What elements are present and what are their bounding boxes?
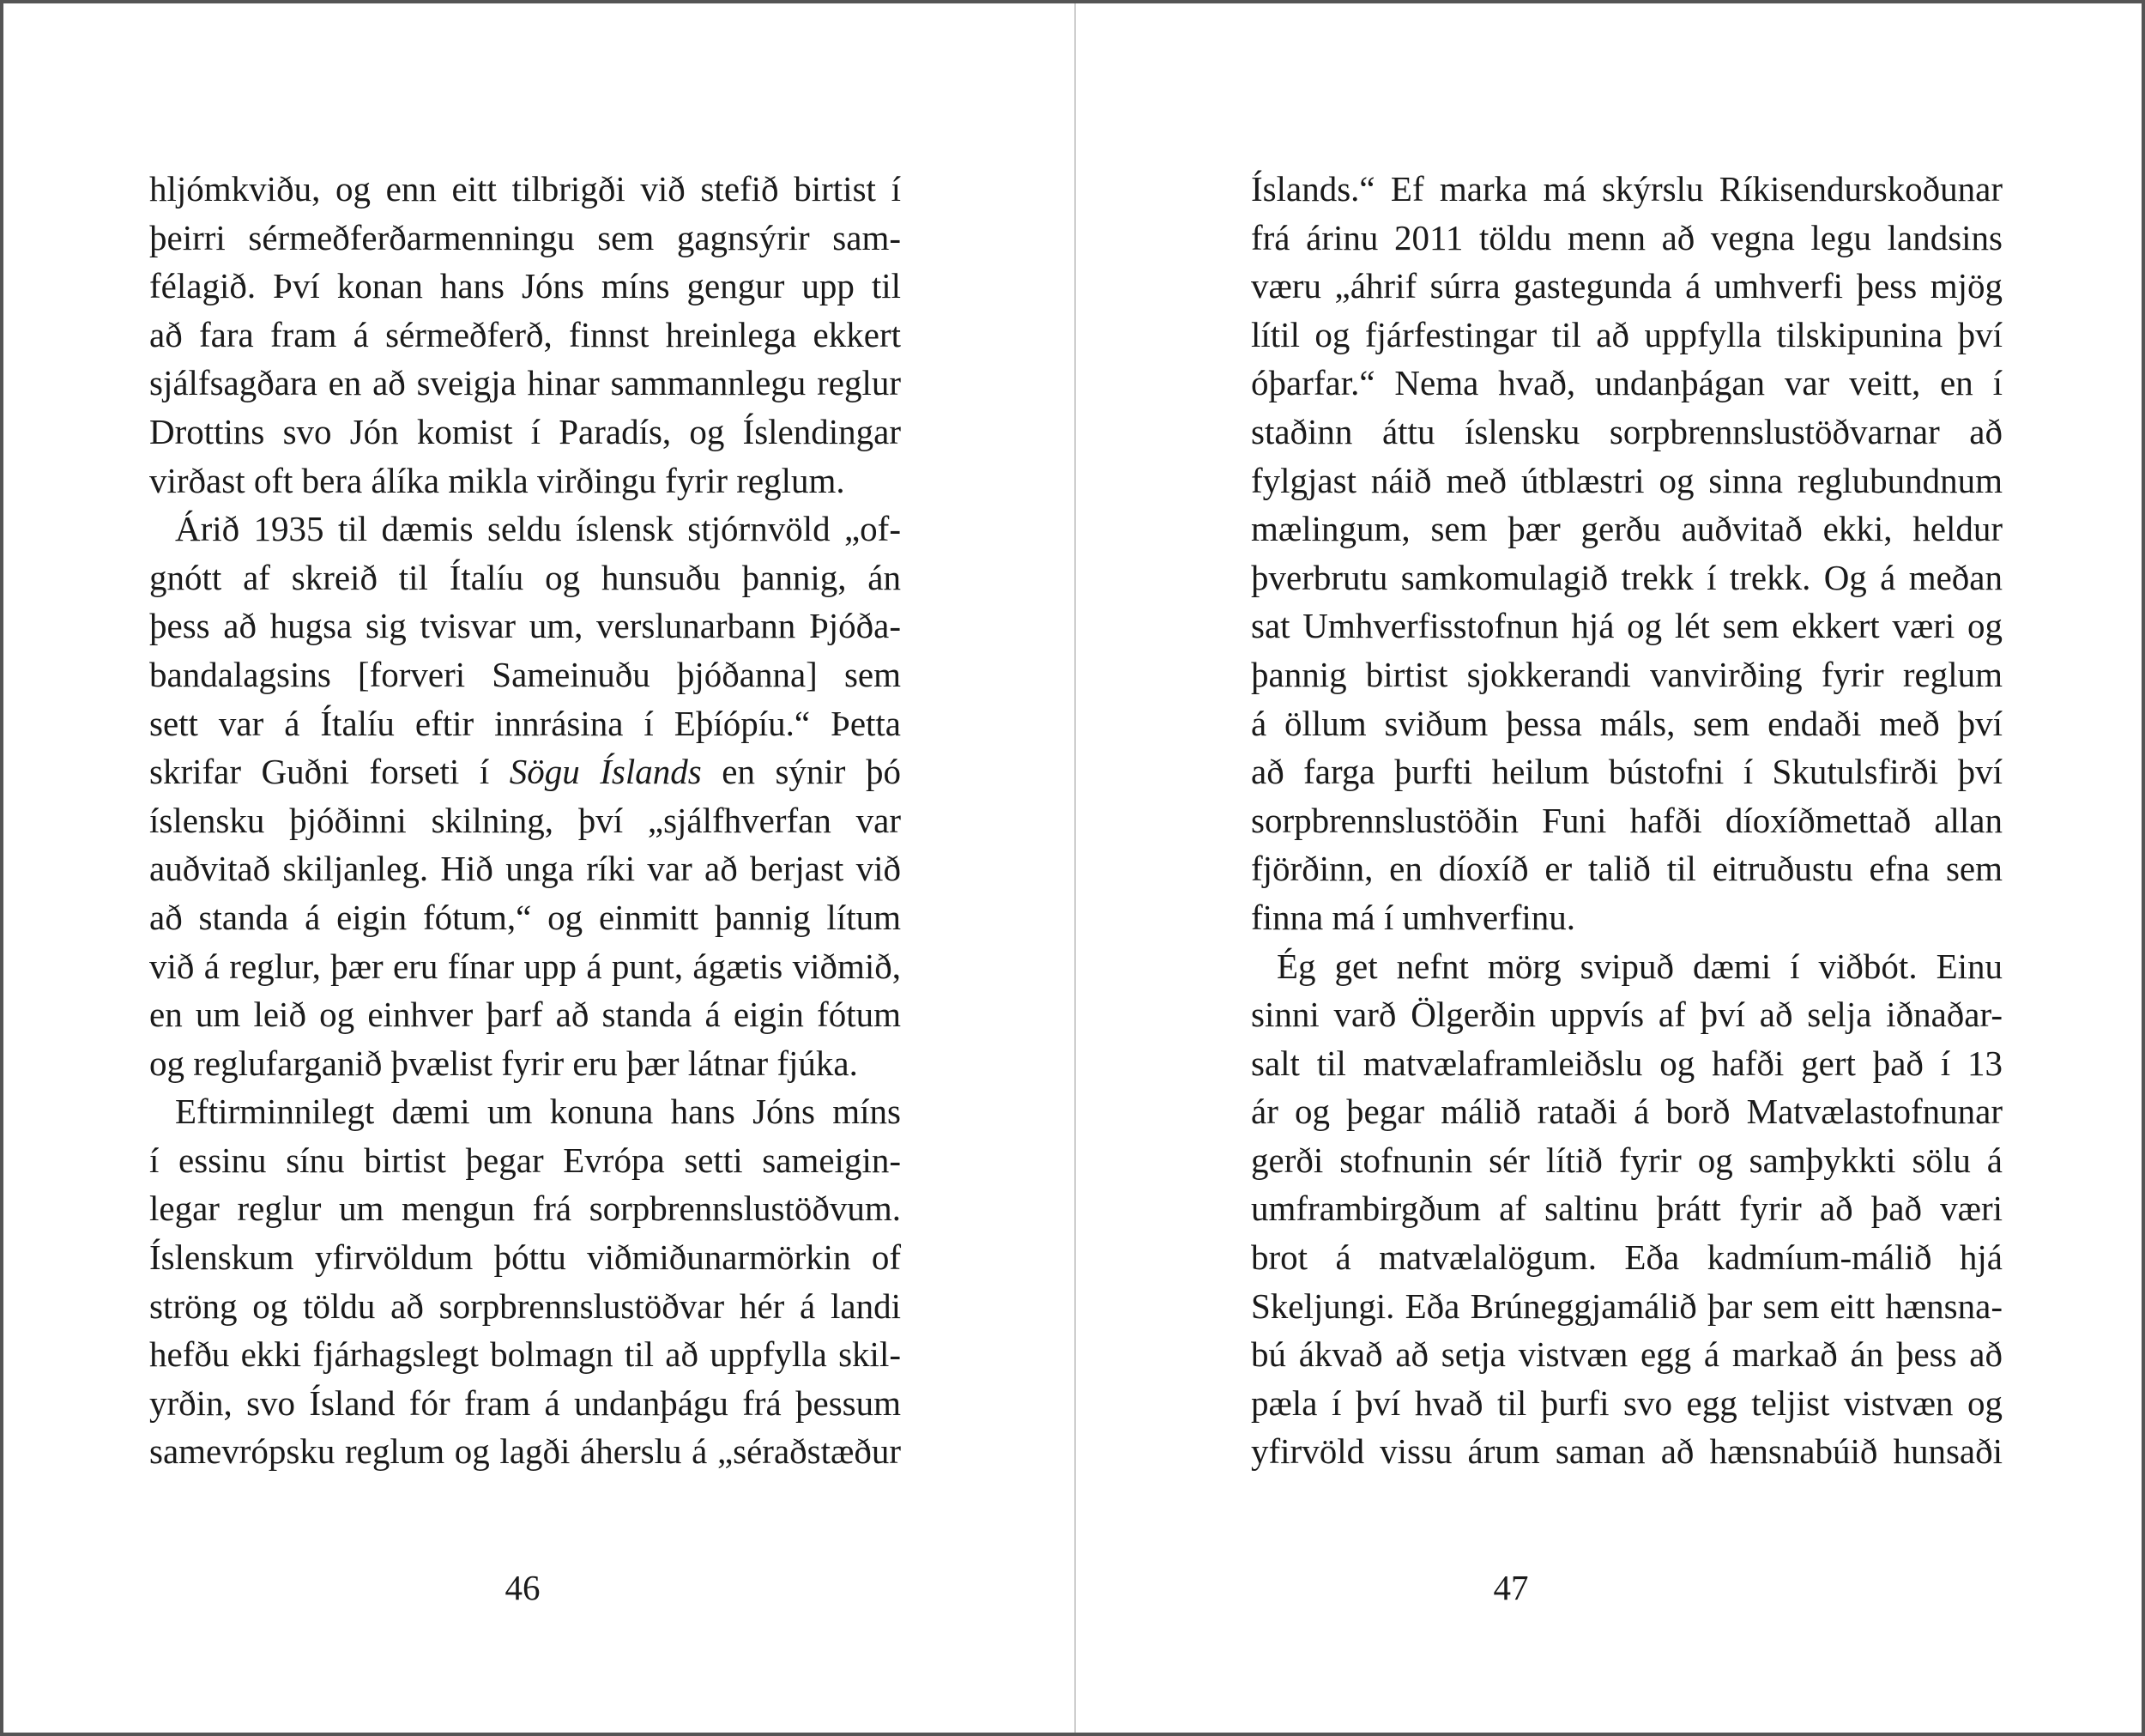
text-line: staðinn áttu íslensku sorpbrennslustöðvarnar að xyxy=(1251,411,2003,451)
text-line: bandalagsins [forveri Sameinuðu þjóðanna] sem xyxy=(149,654,901,694)
text-line: ár og þegar málið rataði á borð Matvælastofnunar xyxy=(1251,1092,2003,1132)
text-line: umframbirgðum af saltinu þrátt fyrir að það væri xyxy=(1251,1189,2003,1229)
text-line: gnótt af skreið til Ítalíu og hunsuðu þannig, án xyxy=(149,557,901,597)
text-line: legar reglur um mengun frá sorpbrennslustöðvum. xyxy=(149,1189,901,1229)
text-line: sjálfsagðara en að sveigja hinar sammannlegu reglur xyxy=(149,363,901,403)
text-line: en um leið og einhver þarf að standa á eigin fótum xyxy=(149,995,901,1035)
text-line: óþarfar.“ Nema hvað, undanþágan var veitt, en í xyxy=(1251,363,2003,403)
text-line: salt til matvælaframleiðslu og hafði gert það í 13 xyxy=(1251,1043,2003,1083)
text-line: Íslands.“ Ef marka má skýrslu Ríkisendurskoðunar xyxy=(1251,169,2003,209)
right-page xyxy=(1076,3,2145,1733)
text-line: samevrópsku reglum og lagði áherslu á „séraðstæður xyxy=(149,1431,901,1472)
text-line: auðvitað skiljanleg. Hið unga ríki var að berjast við xyxy=(149,849,901,889)
text-line: hljómkviðu, og enn eitt tilbrigði við stefið birtist í xyxy=(149,169,901,209)
right-page-number: 47 xyxy=(1493,1568,1529,1607)
text-line: frá árinu 2011 töldu menn að vegna legu landsins xyxy=(1251,217,2003,257)
text-line: hefðu ekki fjárhagslegt bolmagn til að uppfylla skil- xyxy=(149,1334,901,1375)
text-line: lítil og fjárfestingar til að uppfylla tilskipunina því xyxy=(1251,314,2003,354)
text-line: sett var á Ítalíu eftir innrásina í Eþíópíu.“ Þetta xyxy=(149,703,901,743)
text-line: þverbrutu samkomulagið trekk í trekk. Og á meðan xyxy=(1251,557,2003,597)
text-line: Eftirminnilegt dæmi um konuna hans Jóns míns xyxy=(175,1092,901,1132)
text-line: að standa á eigin fótum,“ og einmitt þannig lítum xyxy=(149,897,901,937)
text-line: fjörðinn, en díoxíð er talið til eitruðustu efna sem xyxy=(1251,849,2003,889)
text-line-segment: skrifar Guðni forseti í xyxy=(149,752,510,792)
text-line: sinni varð Ölgerðin uppvís af því að selja iðnaðar- xyxy=(1251,995,2003,1035)
text-line: Ég get nefnt mörg svipuð dæmi í viðbót. Einu xyxy=(1277,946,2003,986)
text-line: virðast oft bera álíka mikla virðingu fyrir reglum. xyxy=(149,460,845,500)
text-line: brot á matvælalögum. Eða kadmíum-málið hjá xyxy=(1251,1237,2003,1278)
right-page-text xyxy=(1251,165,2003,1476)
text-line: þeirri sérmeðferðarmenningu sem gagnsýrir sam- xyxy=(149,217,901,257)
left-page-number: 46 xyxy=(505,1568,541,1607)
text-line xyxy=(149,747,901,796)
text-line: sorpbrennslustöðin Funi hafði díoxíðmettað allan xyxy=(1251,800,2003,840)
text-line: sat Umhverfisstofnun hjá og lét sem ekkert væri og xyxy=(1251,606,2003,646)
text-line: félagið. Því konan hans Jóns míns gengur upp til xyxy=(149,266,901,306)
text-line: og reglufarganið þvælist fyrir eru þær látnar fjúka. xyxy=(149,1043,858,1083)
text-line: í essinu sínu birtist þegar Evrópa setti sameigin- xyxy=(149,1140,901,1180)
text-line: bú ákvað að setja vistvæn egg á markað án þess að xyxy=(1251,1334,2003,1375)
left-page xyxy=(3,3,1072,1733)
text-line-segment: en sýnir þó xyxy=(701,752,901,792)
book-title-italic: Sögu Íslands xyxy=(509,752,702,792)
text-line: finna má í umhverfinu. xyxy=(1251,897,1576,937)
text-line: þannig birtist sjokkerandi vanvirðing fyrir reglum xyxy=(1251,654,2003,694)
text-line: þess að hugsa sig tvisvar um, verslunarbann Þjóða- xyxy=(149,606,901,646)
text-line: íslensku þjóðinni skilning, því „sjálfhverfan var xyxy=(149,800,901,840)
text-line: fylgjast náið með útblæstri og sinna reglubundnum xyxy=(1251,460,2003,500)
text-line: gerði stofnunin sér lítið fyrir og samþykkti sölu á xyxy=(1251,1140,2003,1180)
text-line: ströng og töldu að sorpbrennslustöðvar hér á landi xyxy=(149,1285,901,1326)
text-line: á öllum sviðum þessa máls, sem endaði með því xyxy=(1251,703,2003,743)
text-line: Drottins svo Jón komist í Paradís, og Íslendingar xyxy=(149,411,901,451)
text-line: Árið 1935 til dæmis seldu íslensk stjórnvöld „of- xyxy=(175,509,901,549)
text-line: Íslenskum yfirvöldum þóttu viðmiðunarmörkin of xyxy=(149,1237,901,1278)
text-line: væru „áhrif súrra gastegunda á umhverfi þess mjög xyxy=(1251,266,2003,306)
text-line: að fara fram á sérmeðferð, finnst hreinlega ekkert xyxy=(149,314,901,354)
text-line: mælingum, sem þær gerðu auðvitað ekki, heldur xyxy=(1251,509,2003,549)
text-line: yrðin, svo Ísland fór fram á undanþágu frá þessum xyxy=(149,1382,901,1423)
text-line: að farga þurfti heilum bústofni í Skutulsfirði því xyxy=(1251,752,2003,792)
left-page-text xyxy=(149,165,901,1476)
text-line: Skeljungi. Eða Brúneggjamálið þar sem eitt hænsna- xyxy=(1251,1285,2003,1326)
text-line: við á reglur, þær eru fínar upp á punt, ágætis viðmið, xyxy=(149,946,901,986)
text-line: yfirvöld vissu árum saman að hænsnabúið hunsaði xyxy=(1251,1431,2003,1472)
text-line: pæla í því hvað til þurfi svo egg teljist vistvæn og xyxy=(1251,1382,2003,1423)
